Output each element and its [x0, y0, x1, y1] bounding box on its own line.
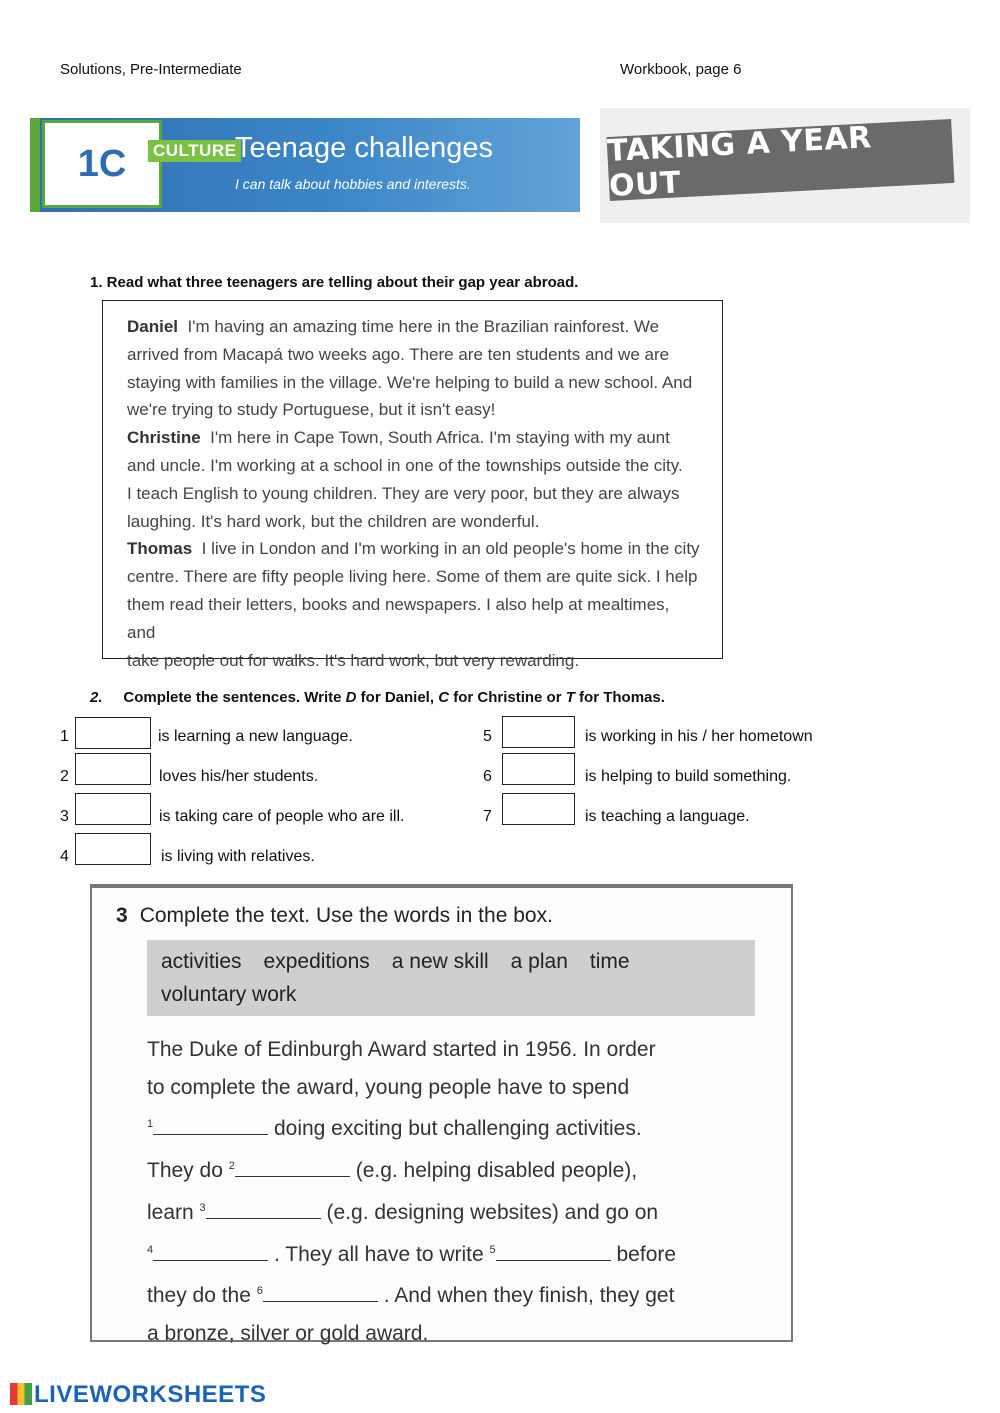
- exercise-3-title: [116, 904, 553, 928]
- speaker-name: Daniel: [127, 317, 179, 336]
- text-line: staying with families in the village. We're helping to build a new school. And: [127, 372, 693, 392]
- word-option: activities: [161, 950, 242, 973]
- text-line: I teach English to young children. They are very poor, but they are always: [127, 483, 680, 503]
- text-line: centre. There are fifty people living here. Some of them are quite sick. I help: [127, 567, 698, 587]
- text-part: . They all have to write: [273, 1242, 484, 1266]
- text-part: learn: [147, 1200, 194, 1224]
- text-line: take people out for walks. It's hard work, but very rewarding.: [127, 650, 580, 670]
- item-text: is living with relatives.: [161, 848, 315, 865]
- text-part: (e.g. helping disabled people),: [355, 1159, 638, 1183]
- gap-3[interactable]: [206, 1200, 321, 1219]
- text-line: I live in London and I'm working in an old people's home in the city: [201, 539, 700, 559]
- word-option: time: [589, 950, 630, 973]
- gap-number: 6: [256, 1285, 263, 1298]
- item-text: is learning a new language.: [158, 728, 353, 745]
- gap-number: 5: [489, 1243, 496, 1256]
- text-line: laughing. It's hard work, but the children are wonderful.: [127, 511, 540, 531]
- answer-box-3[interactable]: [75, 793, 151, 825]
- reading-text-box: [102, 300, 723, 670]
- answer-box-5[interactable]: [502, 716, 575, 748]
- banner-title: Teenage challenges: [235, 132, 493, 164]
- gap-4[interactable]: [153, 1242, 268, 1261]
- text-part: . And when they finish, they get: [383, 1284, 675, 1308]
- banner-subtitle: I can talk about hobbies and interests.: [235, 176, 471, 192]
- gap-1[interactable]: [153, 1116, 268, 1135]
- answer-box-1[interactable]: [75, 717, 151, 749]
- item-number: 3: [60, 808, 69, 825]
- text-line: them read their letters, books and newspapers. I also help at mealtimes, and: [127, 594, 670, 642]
- text-part: (e.g. designing websites) and go on: [326, 1200, 659, 1224]
- exercise-number: 3: [116, 904, 128, 927]
- paragraph-christine: [127, 424, 702, 535]
- answer-box-7[interactable]: [502, 793, 575, 825]
- culture-tag: CULTURE: [148, 140, 241, 162]
- title-part: for Daniel,: [356, 689, 439, 706]
- year-out-title: TAKING A YEAR OUT: [607, 119, 955, 201]
- title-letter-t: T: [565, 689, 575, 706]
- item-number: 4: [60, 848, 69, 865]
- gap-fill-text: [147, 1031, 767, 1353]
- text-line: and uncle. I'm working at a school in one of the townships outside the city.: [127, 455, 683, 475]
- word-option: voluntary work: [161, 983, 297, 1006]
- item-text: is teaching a language.: [585, 808, 750, 825]
- word-box: [147, 940, 755, 1016]
- exercise-3-box: [90, 884, 793, 1345]
- text-line: a bronze, silver or gold award.: [147, 1321, 429, 1345]
- item-text: is working in his / her hometown: [585, 728, 813, 745]
- title-part: for Thomas.: [574, 689, 665, 706]
- text-line: I'm having an amazing time here in the Brazilian rainforest. We: [187, 317, 660, 336]
- header-left: Solutions, Pre-Intermediate: [60, 61, 242, 78]
- gap-6[interactable]: [263, 1283, 378, 1302]
- word-option: a plan: [510, 950, 568, 973]
- exercise-1-title: 1. Read what three teenagers are telling about their gap year abroad.: [90, 274, 579, 291]
- exercise-2-title: [90, 689, 665, 706]
- item-text: loves his/her students.: [159, 768, 319, 785]
- gap-number: 1: [147, 1118, 154, 1131]
- title-part: for Christine or: [449, 689, 566, 706]
- text-part: before: [616, 1242, 677, 1266]
- title-letter-d: D: [345, 689, 357, 706]
- title-text: Complete the text. Use the words in the box.: [139, 904, 553, 927]
- text-line: I'm here in Cape Town, South Africa. I'm staying with my aunt: [210, 428, 670, 448]
- answer-box-4[interactable]: [75, 833, 151, 865]
- item-number: 5: [483, 728, 492, 745]
- header-right: Workbook, page 6: [620, 61, 742, 78]
- gap-number: 3: [199, 1201, 206, 1214]
- item-text: is taking care of people who are ill.: [159, 808, 405, 825]
- gap-number: 4: [147, 1243, 154, 1256]
- text-line: we're trying to study Portuguese, but it isn't easy!: [127, 400, 496, 420]
- logo-icon: [10, 1383, 32, 1405]
- gap-number: 2: [228, 1160, 235, 1173]
- text-part: They do: [147, 1159, 223, 1183]
- item-text: is helping to build something.: [585, 768, 792, 785]
- answer-box-2[interactable]: [75, 753, 151, 785]
- exercise-number: 2.: [90, 689, 103, 706]
- text-part: they do the: [147, 1284, 251, 1308]
- speaker-name: Thomas: [127, 539, 193, 559]
- banner-accent: [30, 118, 40, 212]
- text-line: to complete the award, young people have to spend: [147, 1075, 630, 1099]
- word-option: a new skill: [391, 950, 489, 973]
- text-line: The Duke of Edinburgh Award started in 1956. In order: [147, 1038, 656, 1061]
- item-number: 1: [60, 728, 69, 745]
- text-line: doing exciting but challenging activities.: [273, 1117, 642, 1141]
- item-number: 7: [483, 808, 492, 825]
- title-part: Complete the sentences. Write: [123, 689, 346, 706]
- item-number: 2: [60, 768, 69, 785]
- answer-box-6[interactable]: [502, 753, 575, 785]
- gap-5[interactable]: [496, 1242, 611, 1261]
- title-letter-c: C: [438, 689, 450, 706]
- word-option: expeditions: [263, 950, 370, 973]
- liveworksheets-logo[interactable]: [10, 1381, 266, 1409]
- paragraph-daniel: [127, 313, 702, 424]
- logo-text: LIVEWORKSHEETS: [34, 1381, 267, 1408]
- paragraph-thomas: [127, 535, 702, 674]
- text-line: arrived from Macapá two weeks ago. There are ten students and we are: [127, 344, 670, 364]
- unit-banner: [30, 118, 580, 212]
- unit-number: 1C: [42, 120, 162, 208]
- item-number: 6: [483, 768, 492, 785]
- speaker-name: Christine: [127, 428, 201, 448]
- year-out-panel: [600, 108, 970, 223]
- gap-2[interactable]: [235, 1158, 350, 1177]
